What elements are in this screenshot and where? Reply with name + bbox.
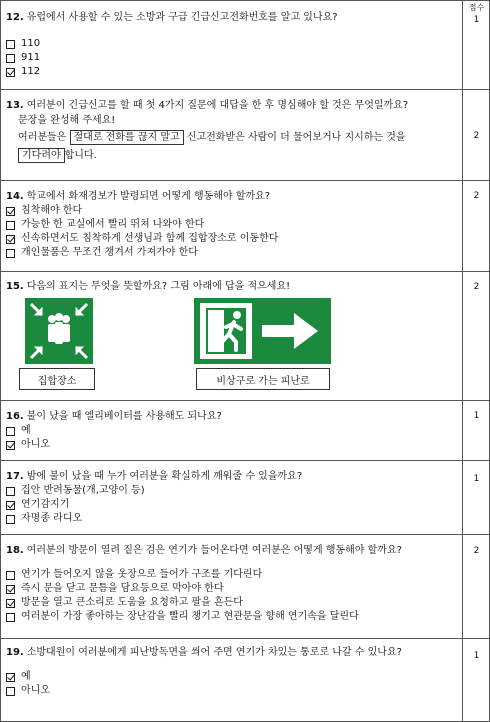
option[interactable] [6,684,458,698]
option-label: 집안 반려동물(개,고양이 등) [21,485,145,496]
question-15 [6,280,458,294]
row-divider [0,534,490,535]
option-label: 침착해야 한다 [21,205,83,216]
score-q12: 1 [473,15,480,25]
option[interactable] [6,65,458,79]
score-q17: 1 [473,474,480,484]
checkbox[interactable] [6,221,15,230]
score-header: 점수 [468,3,485,12]
question-13 [6,99,458,163]
option[interactable] [6,512,458,526]
option-label: 예 [21,671,31,682]
question-17 [6,470,458,526]
row-divider [0,180,490,181]
question-19 [6,646,458,698]
score-q19: 1 [473,651,480,661]
question-number: 18. [6,545,24,556]
checkbox-checked[interactable] [6,673,15,682]
question-number: 13. [6,100,24,111]
option-label: 여러분이 가장 좋아하는 장난감을 빨리 챙기고 현관문을 향해 연기속을 달린다 [21,611,359,622]
answer-exit-route[interactable]: 비상구로 가는 피난로 [196,368,330,390]
checkbox-checked[interactable] [6,501,15,510]
option[interactable] [6,204,458,218]
option[interactable] [6,232,458,246]
question-14 [6,190,458,260]
question-label: 여러분이 긴급신고를 할 때 첫 4가지 질문에 대답을 한 후 명심해야 할 것은 무엇일까요? [26,100,409,111]
option-label: 연기감지기 [21,499,70,510]
option-label: 즉시 문을 닫고 문틈을 담요등으로 막아야 한다 [21,583,224,594]
checkbox[interactable] [6,487,15,496]
checkbox[interactable] [6,613,15,622]
score-column-divider [462,1,463,721]
question-number: 12. [6,12,24,23]
score-q15: 2 [473,282,480,292]
border-left [0,1,1,721]
option[interactable] [6,670,458,684]
checkbox-checked[interactable] [6,207,15,216]
option-label: 연기가 들어오지 않을 옷장으로 들어가 구조를 기다린다 [21,569,263,580]
option[interactable] [6,246,458,260]
question-number: 16. [6,411,24,422]
row-divider [0,89,490,90]
option-label: 자명종 라디오 [21,513,83,524]
question-label: 다음의 표지는 무엇을 뜻할까요? 그림 아래에 답을 적으세요! [26,281,291,292]
row-divider [0,400,490,401]
question-label: 학교에서 화재경보가 발령되면 어떻게 행동해야 할까요? [26,191,271,202]
sentence-line-1 [6,130,458,145]
score-q13: 2 [473,131,480,141]
checkbox-checked[interactable] [6,68,15,77]
option[interactable] [6,438,458,452]
question-number: 15. [6,281,24,292]
checkbox-checked[interactable] [6,441,15,450]
option[interactable] [6,610,458,624]
option-label: 911 [21,52,41,63]
option-label: 개인물품은 무조건 챙겨서 가져가야 한다 [21,247,198,258]
question-label: 밤에 불이 났을 때 누가 여러분을 확실하게 깨워줄 수 있을까요? [26,471,303,482]
question-18 [6,544,458,624]
question-number: 17. [6,471,24,482]
checkbox[interactable] [6,54,15,63]
option-label: 신속하면서도 침착하게 선생님과 함께 집합장소로 이동한다 [21,233,279,244]
score-q14: 2 [473,191,480,201]
sentence-text: 여러분들은 [18,132,67,143]
option[interactable] [6,484,458,498]
question-label: 여러분의 방문이 열려 짙은 검은 연기가 들어온다면 여러분은 어떻게 행동해야 할까요? [26,545,402,556]
option[interactable] [6,568,458,582]
fill-blank-1[interactable]: 절대로 전화를 끊지 말고 [70,130,184,145]
option-label: 아니오 [21,439,50,450]
checkbox-checked[interactable] [6,585,15,594]
row-divider [0,460,490,461]
option-label: 110 [21,38,41,49]
option[interactable] [6,218,458,232]
question-label: 소방대원이 여러분에게 피난방독면을 씌어 주면 연기가 차있는 통로로 나갈 수 있나요? [26,647,402,658]
question-label: 유럽에서 사용할 수 있는 소방과 구급 긴급신고전화번호를 알고 있나요? [26,12,338,23]
option[interactable] [6,498,458,512]
option-label: 아니오 [21,685,50,696]
option[interactable] [6,51,458,65]
score-q18: 2 [473,546,480,556]
option-label: 112 [21,66,41,77]
question-text [6,11,458,25]
checkbox[interactable] [6,427,15,436]
question-number: 14. [6,191,24,202]
assembly-point-icon [25,298,93,364]
question-16 [6,410,458,452]
option[interactable] [6,424,458,438]
answer-assembly-point[interactable]: 집합장소 [19,368,95,390]
question-label: 불이 났을 때 엘리베이터를 사용해도 되나요? [26,411,222,422]
score-q16: 1 [473,411,480,421]
sentence-line-2 [6,148,458,163]
checkbox-checked[interactable] [6,599,15,608]
sentence-text: 신고전화받은 사람이 더 물어보거나 지시하는 것을 [186,132,406,143]
question-number: 19. [6,647,24,658]
option[interactable] [6,37,458,51]
question-12 [6,11,458,79]
checkbox[interactable] [6,515,15,524]
option-label: 방문을 열고 큰소리로 도움을 요청하고 팔을 흔든다 [21,597,243,608]
option[interactable] [6,596,458,610]
option-label: 가능한 한 교실에서 빨리 뛰쳐 나와야 한다 [21,219,205,230]
fill-blank-2[interactable]: 기다려야 [18,148,65,163]
row-divider [0,638,490,639]
option[interactable] [6,582,458,596]
emergency-exit-icon [194,298,331,364]
checkbox[interactable] [6,687,15,696]
checkbox[interactable] [6,40,15,49]
instruction-text: 문장을 완성해 주세요! [18,115,116,126]
checkbox-checked[interactable] [6,235,15,244]
sentence-text: 합니다. [64,150,97,161]
checkbox[interactable] [6,571,15,580]
row-divider [0,271,490,272]
option-label: 예 [21,425,31,436]
checkbox[interactable] [6,249,15,258]
